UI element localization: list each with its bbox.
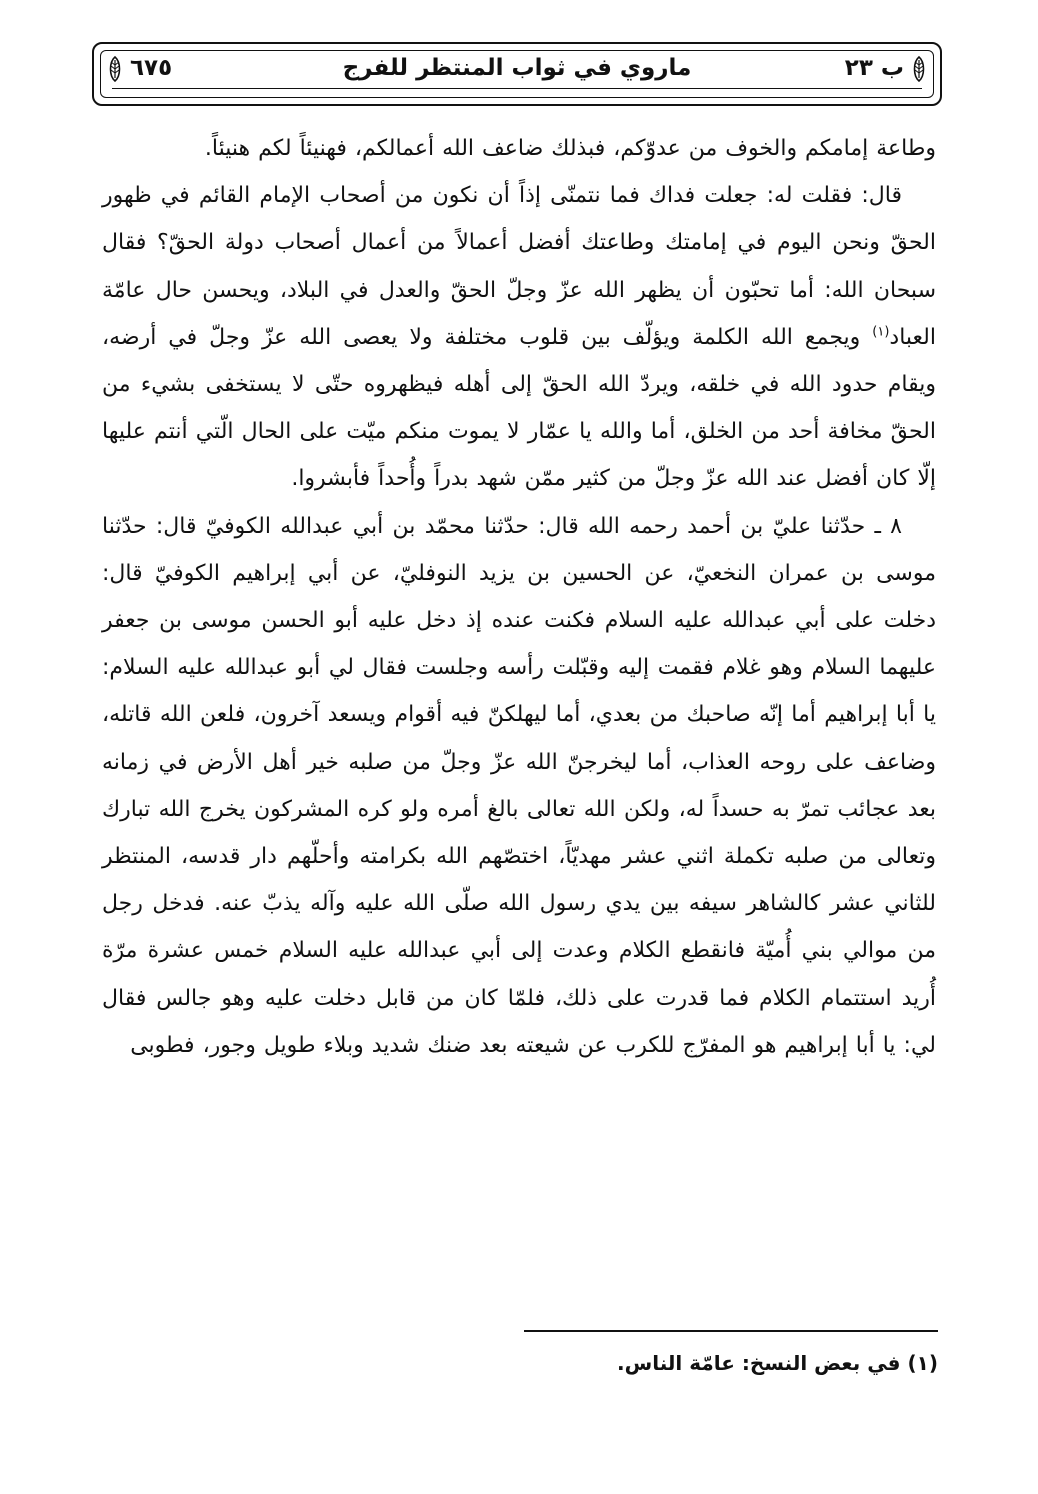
page-number: ٦٧٥	[130, 55, 173, 81]
footnote: (١) في بعض النسخ: عامّة الناس.	[617, 1351, 938, 1375]
paragraph-text: ويجمع الله الكلمة ويؤلّف بين قلوب مختلفة ولا يعصى الله عزّ وجلّ في أرضه، ويقام حدود الله في خلقه، ويردّ الله الحقّ إلى أهله فيظهروه حتّى لا يستخفى بشيء من الحقّ مخافة أحد من الخلق، أما والله يا عمّار لا يموت منكم ميّت على الحال الّتي أنتم عليها إلّا كان أفضل عند الله عزّ وجلّ من كثير ممّن شهد بدراً وأُحداً فأبشروا.	[102, 324, 936, 492]
paragraph: ٨ ـ حدّثنا عليّ بن أحمد رحمه الله قال: حدّثنا محمّد بن أبي عبدالله الكوفيّ قال: حدّثنا موسى بن عمران النخعيّ، عن الحسين بن يزيد النوفليّ، عن أبي إبراهيم الكوفيّ قال: دخلت على أبي عبدالله عليه السلام فكنت عنده إذ دخل عليه أبو الحسن موسى بن جعفر عليهما السلام وهو غلام فقمت إليه وقبّلت رأسه وجلست فقال لي أبو عبدالله عليه السلام: يا أبا إبراهيم أما إنّه صاحبك من بعدي، أما ليهلكنّ فيه أقوام ويسعد آخرون، فلعن الله قاتله، وضاعف على روحه العذاب، أما ليخرجنّ الله عزّ وجلّ من صلبه خير أهل الأرض في زمانه بعد عجائب تمرّ به حسداً له، ولكن الله تعالى بالغ أمره ولو كره المشركون يخرج الله تبارك وتعالى من صلبه تكملة اثني عشر مهديّاً، اختصّهم الله بكرامته وأحلّهم دار قدسه، المنتظر للثاني عشر كالشاهر سيفه بين يدي رسول الله صلّى الله عليه وآله يذبّ عنه. فدخل رجل من موالي بني أُميّة فانقطع الكلام وعدت إلى أبي عبدالله عليه السلام خمس عشرة مرّة أُريد استتمام الكلام فما قدرت على ذلك، فلمّا كان من قابل دخلت عليه وهو جالس فقال لي: يا أبا إبراهيم هو المفرّج للكرب عن شيعته بعد ضنك شديد وبلاء طويل وجور، فطوبى	[102, 513, 936, 1058]
footnote-marker: (١)	[872, 324, 890, 340]
chapter-label: ب ٢٣	[844, 55, 904, 81]
chapter-title: ماروي في ثواب المنتظر للفرج	[342, 55, 692, 81]
paragraph-text: قال: فقلت له: جعلت فداك فما نتمنّى إذاً أن نكون من أصحاب الإمام القائم في ظهور الحقّ ونحن اليوم في إمامتك وطاعتك أفضل أعمالاً من أعمال أصحاب دولة الحقّ؟ فقال سبحان الله: أما تحبّون أن يظهر الله عزّ وجلّ الحقّ والعدل في البلاد، ويحسن حال عامّة العباد	[102, 183, 936, 350]
footnote-separator	[524, 1330, 938, 1332]
header-underline	[112, 88, 922, 89]
running-header	[92, 42, 942, 106]
main-text	[102, 125, 936, 1069]
paragraph: وطاعة إمامكم والخوف من عدوّكم، فبذلك ضاعف الله أعمالكم، فهنيئاً لكم هنيئاً.	[204, 136, 936, 161]
paragraph	[102, 172, 936, 502]
